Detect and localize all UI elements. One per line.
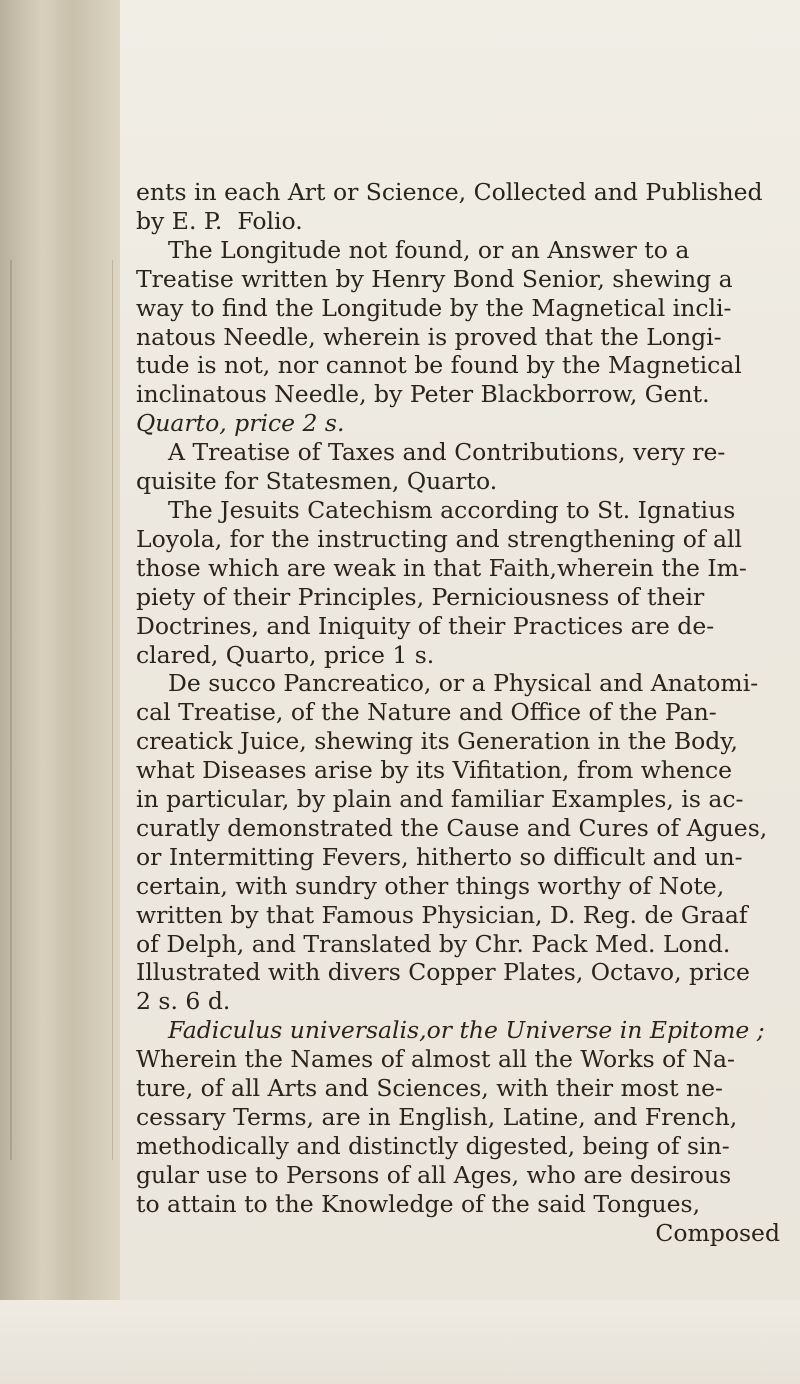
text-line: cessary Terms, are in English, Latine, and French, (136, 1103, 738, 1131)
text-line: quisite for Statesmen, Quarto. (136, 467, 498, 496)
text-line: curatly demonstrated the Cause and Cures of Agues, (136, 813, 768, 842)
text-line: or Intermitting Fevers, hitherto so difficult and un- (136, 842, 743, 871)
text-line: way to find the Longitude by the Magnetical incli- (136, 293, 732, 322)
text-line: natous Needle, wherein is proved that the Longi- (136, 322, 722, 351)
text-line: methodically and distinctly digested, being of sin- (136, 1131, 730, 1160)
page-text (136, 178, 780, 1248)
text-line: 2 s. 6 d. (136, 987, 231, 1016)
text-line: ture, of all Arts and Sciences, with their most ne- (136, 1074, 723, 1103)
gutter-edge-lines (10, 260, 113, 1160)
text-line: certain, with sundry other things worthy of Note, (136, 871, 725, 900)
catchword: Composed (655, 1218, 780, 1247)
text-line: The Longitude not found, or an Answer to a (168, 235, 690, 264)
text-line: in particular, by plain and familiar Examples, is ac- (136, 785, 744, 814)
book-gutter (0, 0, 120, 1384)
text-line: Fadiculus universalis,or the Universe in Epitome ; (168, 1016, 765, 1045)
text-line: A Treatise of Taxes and Contributions, very re- (168, 438, 726, 467)
text-line: those which are weak in that Faith,wherein the Im- (136, 553, 747, 582)
text-line: creatick Juice, shewing its Generation in the Body, (136, 727, 738, 756)
text-line: Wherein the Names of almost all the Works of Na- (136, 1045, 735, 1074)
text-line: cal Treatise, of the Nature and Office of the Pan- (136, 698, 717, 727)
text-line: tude is not, nor cannot be found by the Magnetical (136, 351, 742, 380)
text-line: ents in each Art or Science, Collected and Published (136, 178, 763, 206)
text-line: piety of their Principles, Perniciousness of their (136, 582, 705, 611)
text-line: The Jesuits Catechism according to St. Ignatius (168, 495, 736, 524)
page-bottom-margin (0, 1300, 800, 1384)
text-line: Doctrines, and Iniquity of their Practices are de- (136, 611, 715, 640)
text-line: clared, Quarto, price 1 s. (136, 640, 435, 669)
text-line: written by that Famous Physician, D. Reg. de Graaf (136, 900, 748, 929)
text-line: De succo Pancreatico, or a Physical and Anatomi- (168, 669, 759, 698)
text-line: gular use to Persons of all Ages, who are desirous (136, 1160, 732, 1189)
text-line: Treatise written by Henry Bond Senior, shewing a (136, 264, 733, 293)
text-line: what Diseases arise by its Vifitation, from whence (136, 756, 733, 785)
text-line: inclinatous Needle, by Peter Blackborrow, Gent. (136, 380, 710, 409)
text-line: Illustrated with divers Copper Plates, Octavo, price (136, 958, 750, 987)
text-line: to attain to the Knowledge of the said Tongues, (136, 1189, 701, 1218)
text-line: Loyola, for the instructing and strengthening of all (136, 524, 743, 553)
text-line: of Delph, and Translated by Chr. Pack Med. Lond. (136, 929, 731, 958)
text-line: by E. P. Folio. (136, 206, 303, 235)
text-line: Quarto, price 2 s. (136, 409, 345, 438)
